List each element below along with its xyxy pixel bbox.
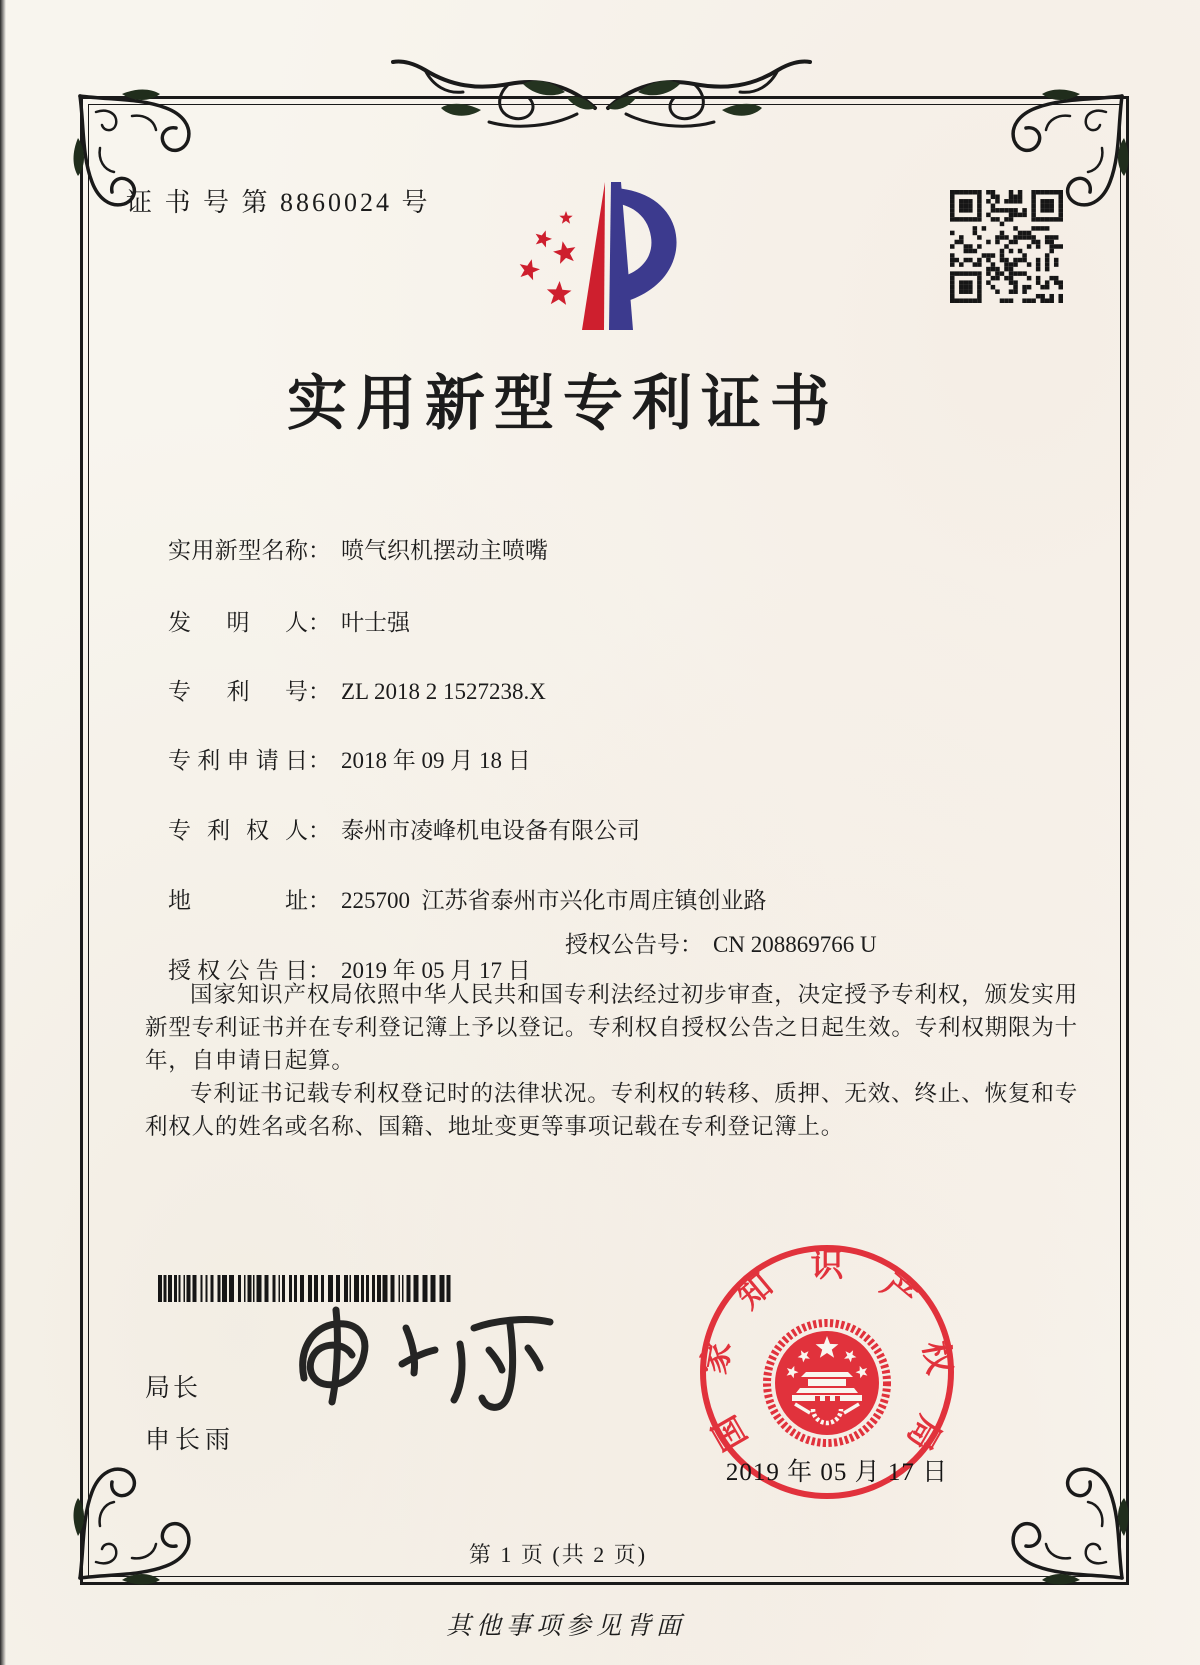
field-value: 2018 年 09 月 18 日 bbox=[341, 748, 531, 773]
field-label: 专利号 bbox=[168, 679, 308, 704]
field-label: 地址 bbox=[168, 888, 308, 913]
svg-text:权: 权 bbox=[915, 1338, 957, 1378]
field-label: 授权公告日 bbox=[168, 958, 308, 983]
field-value: 225700 江苏省泰州市兴化市周庄镇创业路 bbox=[341, 888, 767, 913]
field-grant-number bbox=[565, 926, 877, 959]
field-label: 专利申请日 bbox=[168, 748, 308, 773]
legal-paragraph: 专利证书记载专利权登记时的法律状况。专利权的转移、质押、无效、终止、恢复和专利权人的姓名或名称、国籍、地址变更等事项记载在专利登记簿上。 bbox=[145, 1081, 1078, 1139]
field-value: 叶士强 bbox=[341, 610, 410, 635]
svg-text:国: 国 bbox=[707, 1409, 755, 1456]
certificate-number: 证 书 号 第 8860024 号 bbox=[126, 188, 431, 217]
field-value: 喷气织机摆动主喷嘴 bbox=[341, 538, 548, 563]
field-label: 专利权人 bbox=[168, 818, 308, 843]
legal-text-block bbox=[145, 978, 1078, 1143]
svg-text:产: 产 bbox=[874, 1267, 923, 1317]
field-label: 发明人 bbox=[168, 610, 308, 635]
field-value: 泰州市凌峰机电设备有限公司 bbox=[341, 818, 640, 843]
seal-date: 2019 年 05 月 17 日 bbox=[725, 1459, 949, 1486]
field-value: CN 208869766 U bbox=[713, 932, 877, 957]
cnipa-patent-logo-icon bbox=[470, 156, 685, 338]
qr-code-icon bbox=[950, 190, 1063, 303]
director-title: 局长 bbox=[145, 1375, 202, 1402]
colon: ： bbox=[308, 888, 331, 913]
colon: ： bbox=[308, 538, 331, 563]
svg-text:家: 家 bbox=[697, 1338, 739, 1378]
legal-paragraph: 国家知识产权局依照中华人民共和国专利法经过初步审查，决定授予专利权，颁发实用新型专利证书并在专利登记簿上予以登记。专利权自授权公告之日起生效。专利权期限为十年，自申请日起算。 bbox=[145, 982, 1078, 1073]
svg-text:局: 局 bbox=[899, 1409, 947, 1456]
top-dragon-ornament-icon bbox=[602, 52, 817, 147]
certificate-title: 实用新型专利证书 bbox=[287, 371, 839, 437]
scan-edge-shadow bbox=[0, 0, 6, 1665]
svg-text:识: 识 bbox=[810, 1248, 844, 1284]
back-side-note: 其他事项参见背面 bbox=[445, 1613, 686, 1640]
colon: ： bbox=[308, 818, 331, 843]
colon: ： bbox=[308, 958, 331, 983]
director-name: 申长雨 bbox=[145, 1427, 236, 1454]
field-label: 实用新型名称 bbox=[168, 538, 308, 563]
page-number: 第 1 页 (共 2 页) bbox=[468, 1542, 648, 1567]
colon: ： bbox=[308, 610, 331, 635]
colon: ： bbox=[680, 932, 703, 957]
svg-text:知: 知 bbox=[731, 1267, 780, 1317]
colon: ： bbox=[308, 679, 331, 704]
national-emblem-icon bbox=[767, 1323, 887, 1443]
colon: ： bbox=[308, 748, 331, 773]
field-value: ZL 2018 2 1527238.X bbox=[341, 679, 546, 704]
top-dragon-ornament-icon bbox=[386, 52, 601, 147]
field-label: 授权公告号 bbox=[565, 932, 680, 957]
director-signature-icon bbox=[282, 1298, 600, 1426]
field-value: 2019 年 05 月 17 日 bbox=[341, 958, 531, 983]
